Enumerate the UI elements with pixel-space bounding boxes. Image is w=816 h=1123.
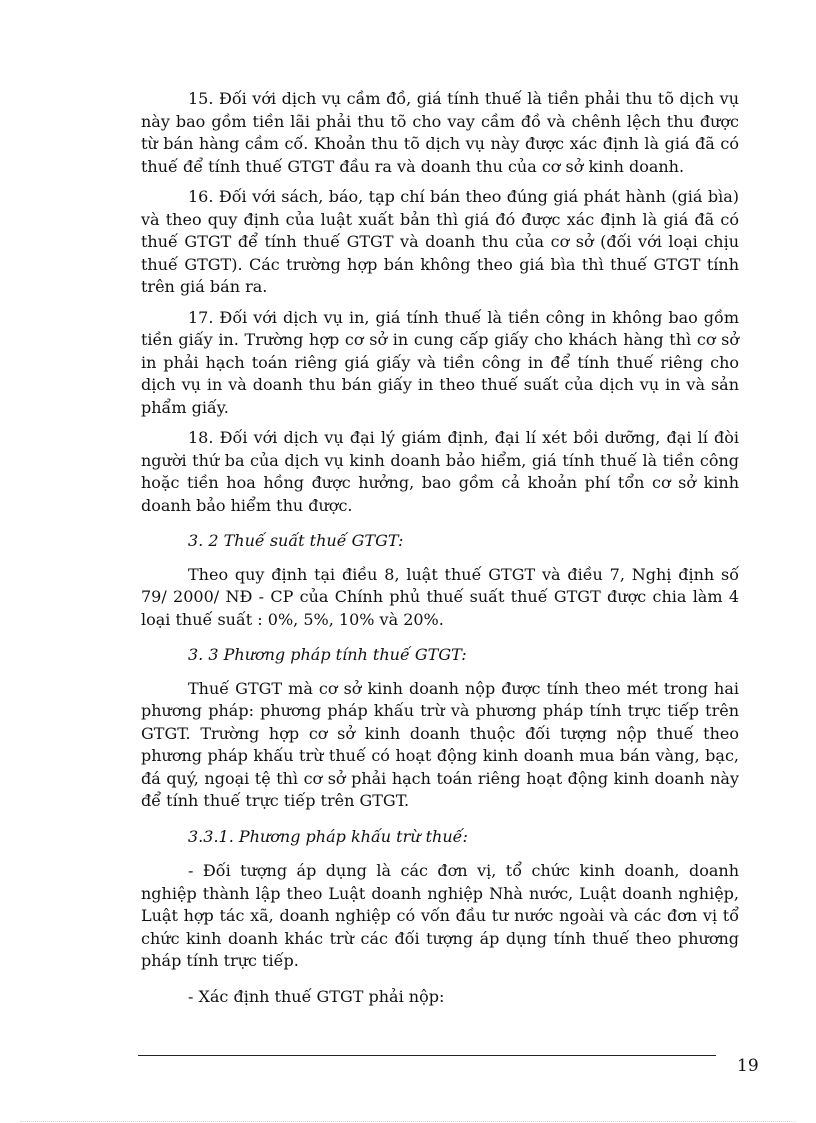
paragraph-17-printing-services: 17. Đối với dịch vụ in, giá tính thuế là tiền công in không bao gồm tiền giấy in. Trường hợp cơ sở in cung cấp giấy cho khách hàng thì cơ sở in phải hạch toán riêng giá giấy và tiền công in để tính thuế riêng cho dịch vụ in và doanh thu bán giấy in theo thuế suất của dịch vụ in và sản phẩm giấy. bbox=[141, 307, 739, 417]
page-number: 19 bbox=[737, 1056, 759, 1076]
page-body bbox=[141, 88, 739, 1016]
footer-rule bbox=[138, 1055, 716, 1056]
paragraph-calculation-methods: Thuế GTGT mà cơ sở kinh doanh nộp được tính theo mét trong hai phương pháp: phương pháp khấu trừ và phương pháp tính trực tiếp trên GTGT. Trường hợp cơ sở kinh doanh thuộc đối tượng nộp thuế theo phương pháp khấu trừ thuế có hoạt động kinh doanh mua bán vàng, bạc, đá quý, ngoại tệ thì cơ sở phải hạch toán riêng hoạt động kinh doanh này để tính thuế trực tiếp trên GTGT. bbox=[141, 678, 739, 810]
paragraph-18-insurance-agents: 18. Đối với dịch vụ đại lý giám định, đại lí xét bồi dưỡng, đại lí đòi người thứ ba của dịch vụ kinh doanh bảo hiểm, giá tính thuế là tiền công hoặc tiền hoa hồng được hưởng, bao gồm cả khoản phí tổn cơ sở kinh doanh bảo hiểm thu được. bbox=[141, 428, 739, 515]
paragraph-applicable-entities: - Đối tượng áp dụng là các đơn vị, tổ chức kinh doanh, doanh nghiệp thành lập theo Luật doanh nghiệp Nhà nước, Luật doanh nghiệp, Luật hợp tác xã, doanh nghiệp có vốn đầu tư nước ngoài và các đơn vị tổ chức kinh doanh khác trừ các đối tượng áp dụng tính thuế theo phương pháp tính trực tiếp. bbox=[141, 861, 739, 970]
paragraph-16-books-newspapers: 16. Đối với sách, báo, tạp chí bán theo đúng giá phát hành (giá bìa) và theo quy định của luật xuất bản thì giá đó được xác định là giá đã có thuế GTGT để tính thuế GTGT và doanh thu của cơ sở (đối với loại chịu thuế GTGT). Các trường hợp bán không theo giá bìa thì thuế GTGT tính trên giá bán ra. bbox=[141, 187, 739, 296]
section-heading-3-2: 3. 2 Thuế suất thuế GTGT: bbox=[188, 531, 404, 550]
paragraph-determine-vat: - Xác định thuế GTGT phải nộp: bbox=[188, 986, 445, 1006]
section-heading-3-3-1: 3.3.1. Phương pháp khấu trừ thuế: bbox=[188, 826, 468, 846]
page-bottom-dotted-edge bbox=[20, 1121, 796, 1122]
paragraph-tax-rates: Theo quy định tại điều 8, luật thuế GTGT và điều 7, Nghị định số 79/ 2000/ NĐ - CP của Chính phủ thuế suất thuế GTGT được chia làm 4 loại thuế suất : 0%, 5%, 10% và 20%. bbox=[141, 564, 739, 629]
section-heading-3-3: 3. 3 Phương pháp tính thuế GTGT: bbox=[188, 645, 467, 664]
paragraph-15-pawn-services: 15. Đối với dịch vụ cầm đồ, giá tính thuế là tiền phải thu tõ dịch vụ này bao gồm tiền lãi phải thu tõ cho vay cầm đồ và chênh lệch thu được từ bán hàng cầm cố. Khoản thu tõ dịch vụ này được xác định là giá đã có thuế để tính thuế GTGT đầu ra và doanh thu của cơ sở kinh doanh. bbox=[141, 89, 739, 176]
